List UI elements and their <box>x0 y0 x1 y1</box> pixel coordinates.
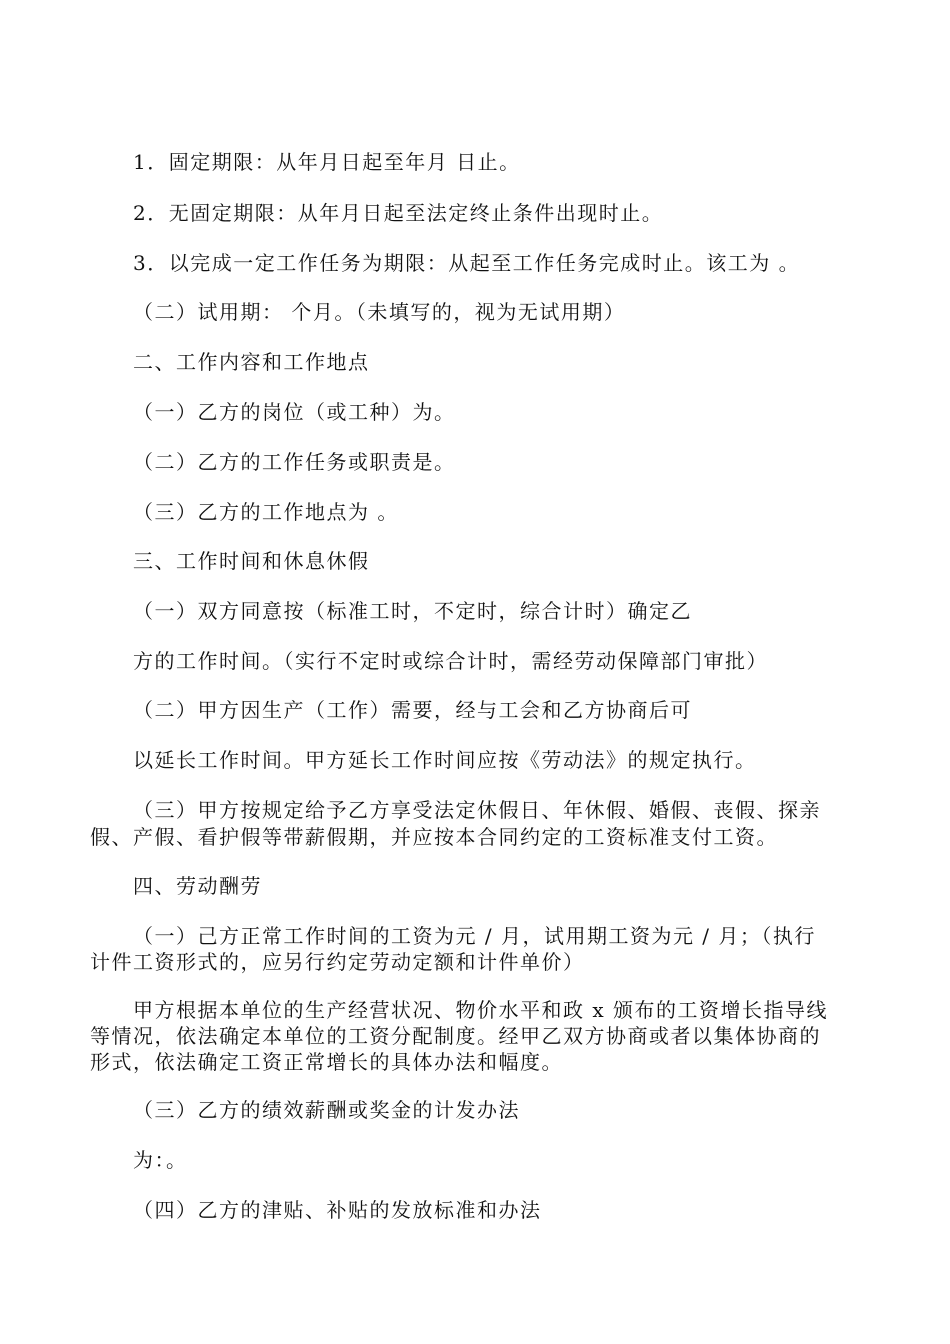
paragraph-line: 为：。 <box>133 1148 188 1172</box>
paragraph-line: 等情况，依法确定本单位的工资分配制度。经甲乙双方协商或者以集体协商的 <box>90 1024 821 1048</box>
section-heading: 三、工作时间和休息休假 <box>133 549 370 573</box>
paragraph-line: （二）试用期： 个月。（未填写的，视为无试用期） <box>133 300 626 324</box>
paragraph-line: （三）乙方的绩效薪酬或奖金的计发办法 <box>133 1098 520 1122</box>
paragraph-line: （一）己方正常工作时间的工资为元 / 月，试用期工资为元 / 月；（执行 <box>133 924 816 948</box>
paragraph-line: 以延长工作时间。甲方延长工作时间应按《劳动法》的规定执行。 <box>133 748 757 772</box>
paragraph-line: 2．无固定期限：从年月日起至法定终止条件出现时止。 <box>133 201 664 225</box>
paragraph-line: （二）乙方的工作任务或职责是。 <box>133 450 456 474</box>
section-heading: 二、工作内容和工作地点 <box>133 350 370 374</box>
paragraph-line: （一）乙方的岗位（或工种）为。 <box>133 400 456 424</box>
paragraph-line: （四）乙方的津贴、补贴的发放标准和办法 <box>133 1198 542 1222</box>
paragraph-line: 甲方根据本单位的生产经营状况、物价水平和政 x 颁布的工资增长指导线 <box>133 998 828 1022</box>
paragraph-line: 方的工作时间。（实行不定时或综合计时，需经劳动保障部门审批） <box>133 649 768 673</box>
paragraph-line: （三）甲方按规定给予乙方享受法定休假日、年休假、婚假、丧假、探亲 <box>133 798 821 822</box>
section-heading: 四、劳动酬劳 <box>133 874 262 898</box>
paragraph-line: 假、产假、看护假等带薪假期，并应按本合同约定的工资标准支付工资。 <box>90 825 778 849</box>
paragraph-line: （三）乙方的工作地点为 。 <box>133 500 399 524</box>
paragraph-line: （二）甲方因生产（工作）需要，经与工会和乙方协商后可 <box>133 698 692 722</box>
paragraph-line: 计件工资形式的，应另行约定劳动定额和计件单价） <box>90 950 585 974</box>
paragraph-line: 形式，依法确定工资正常增长的具体办法和幅度。 <box>90 1050 563 1074</box>
paragraph-line: 1．固定期限：从年月日起至年月 日止。 <box>133 150 521 174</box>
paragraph-line: 3．以完成一定工作任务为期限：从起至工作任务完成时止。该工为 。 <box>133 251 801 275</box>
paragraph-line: （一）双方同意按（标准工时，不定时，综合计时）确定乙 <box>133 599 692 623</box>
